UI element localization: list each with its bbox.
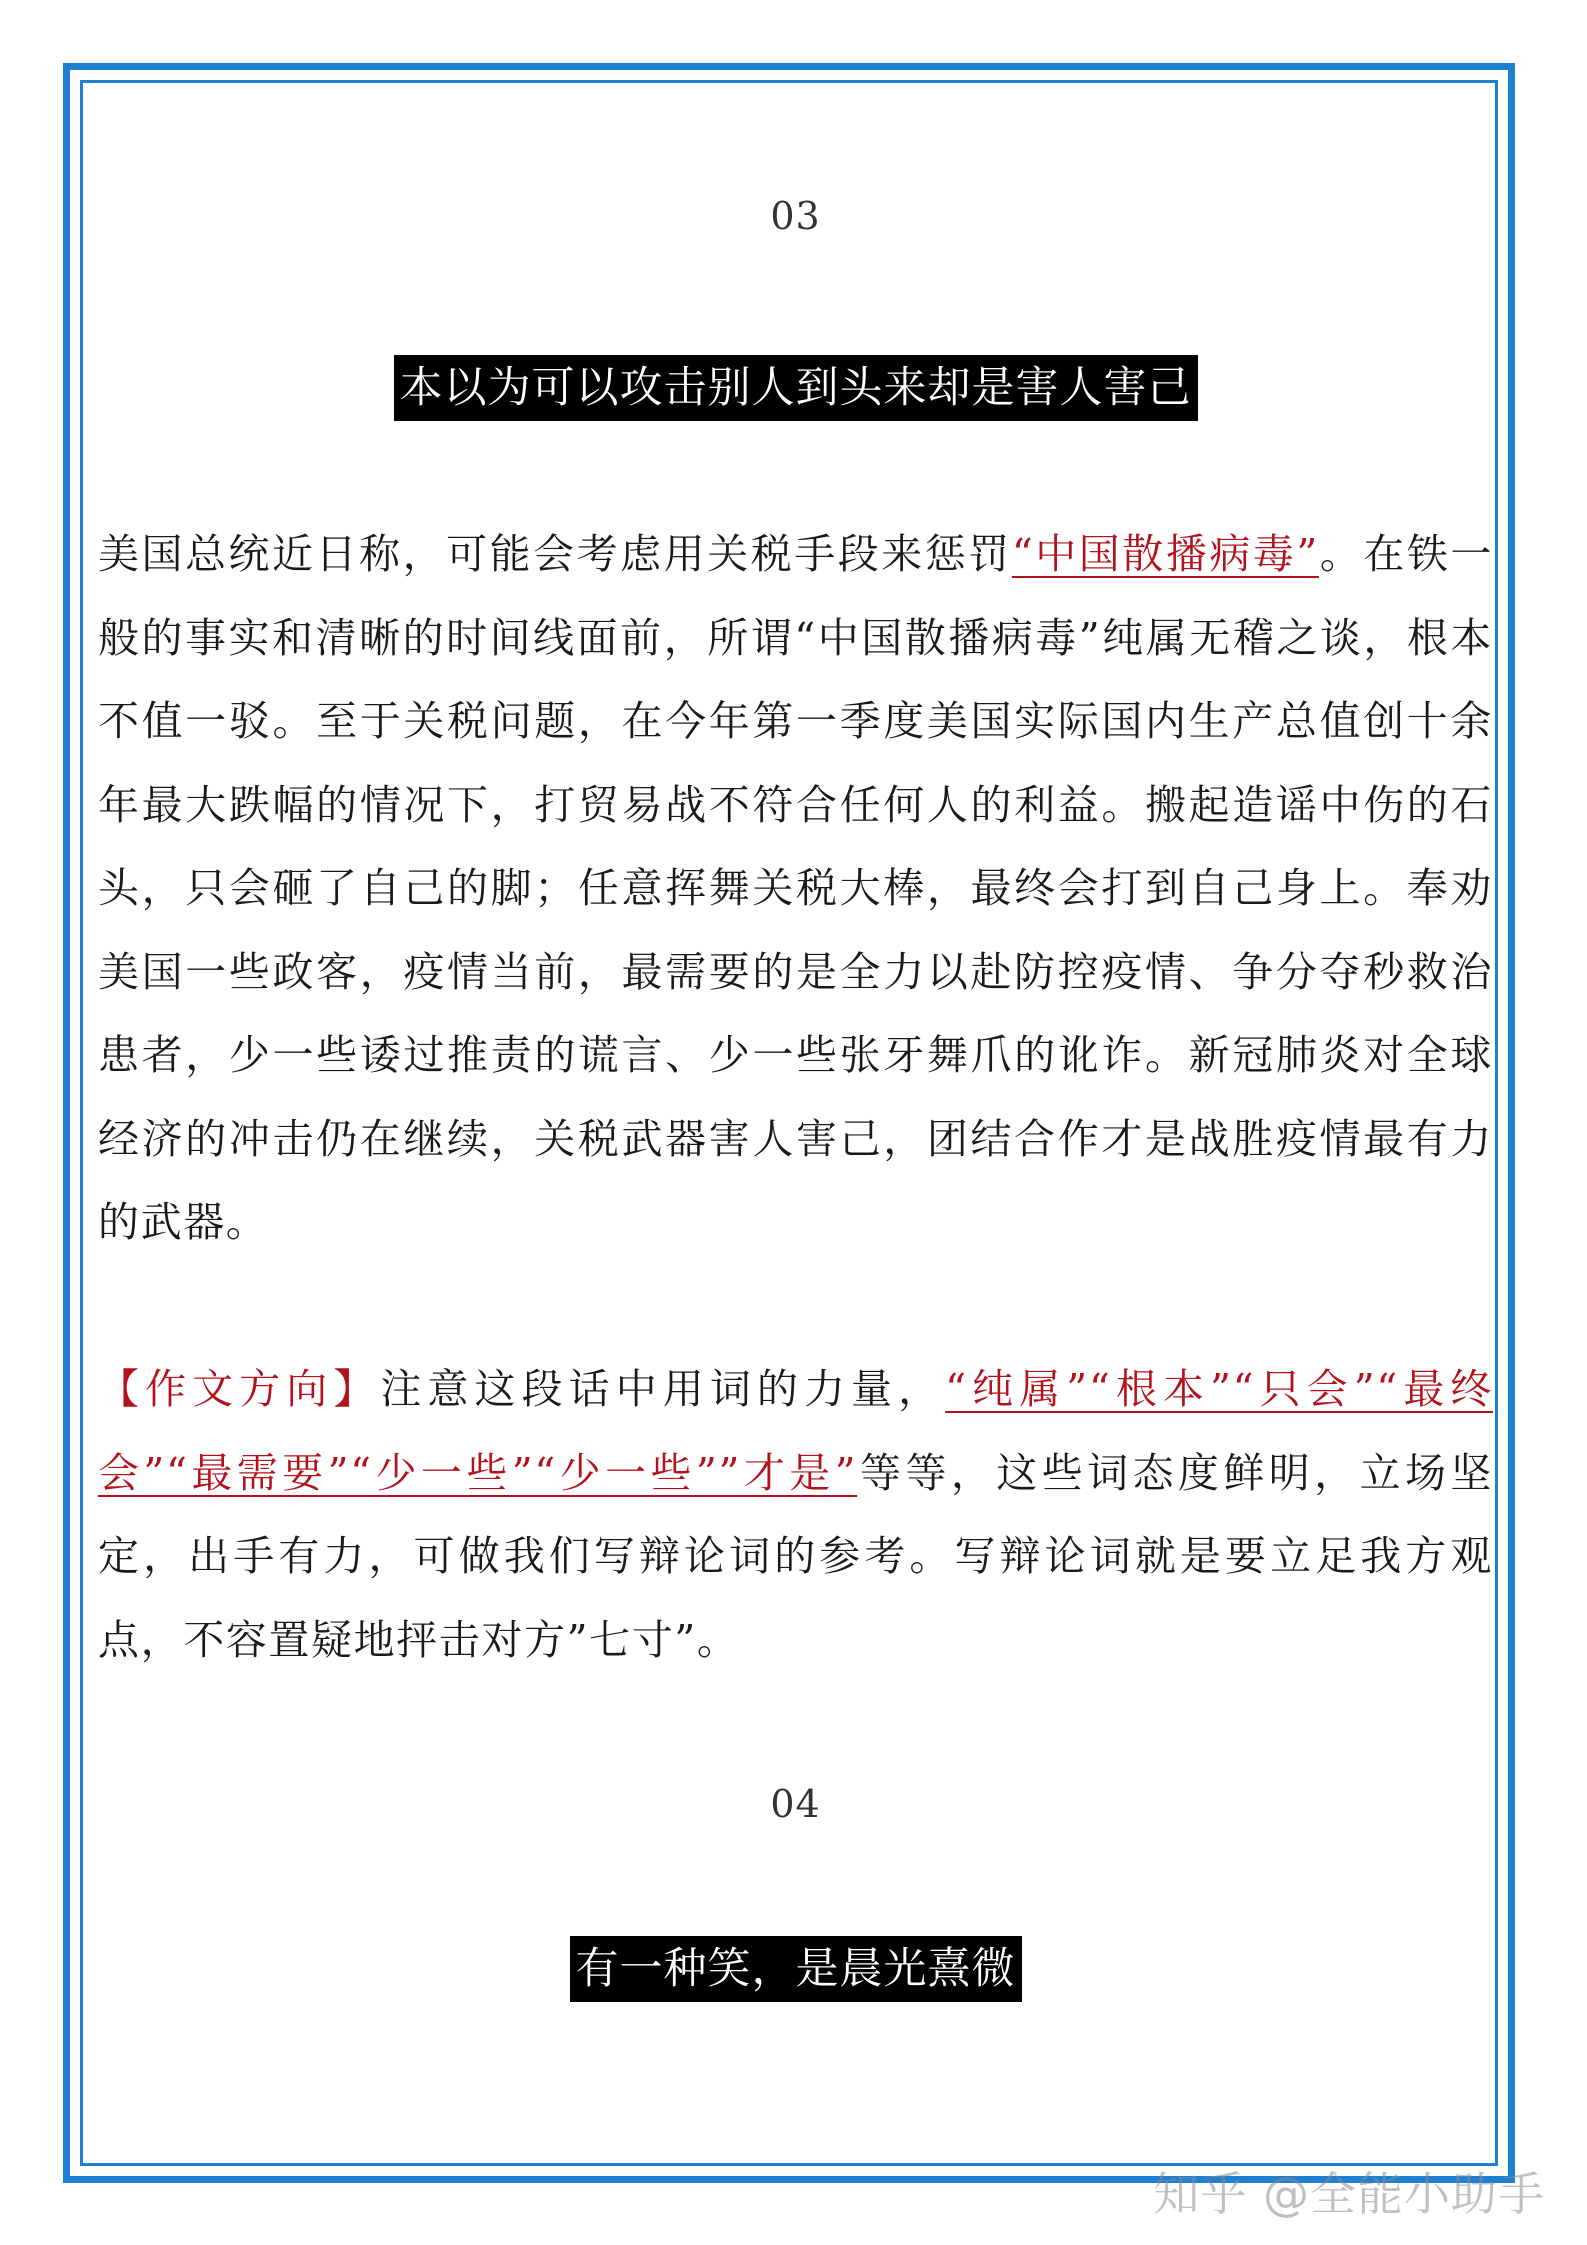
paragraph-text: 。在铁一般的事实和清晰的时间线面前，所谓“中国散播病毒”纯属无稽之谈，根本不值一驳。至于关税问题，在今年第一季度美国实际国内生产总值创十余年最大跌幅的情况下，打贸易战不符合任何人的利益。搬起造谣中伤的石头，只会砸了自己的脚；任意挥舞关税大棒，最终会打到自己身上。奉劝美国一些政客，疫情当前，最需要的是全力以赴防控疫情、争分夺秒救治患者，少一些诿过推责的谎言、少一些张牙舞爪的讹诈。新冠肺炎对全球经济的冲击仍在继续，关税武器害人害己，团结合作才是战胜疫情最有力的武器。 [98,530,1493,1246]
paragraph-text: 注意这段话中用词的力量， [380,1365,946,1413]
body-paragraph [98,513,1493,1265]
highlighted-keywords: “纯属”“根本”“只会”“最终会”“最需要”“少一些”“少一些””才是” [98,1365,1493,1497]
section-title-wrap [98,1936,1493,2002]
essay-direction-label: 【作文方向】 [98,1365,381,1413]
paragraph-text: 等等，这些词态度鲜明，立场坚定，出手有力，可做我们写辩论词的参考。写辩论词就是要立足我方观点，不容置疑地抨击对方”七寸”。 [98,1448,1493,1664]
essay-direction-paragraph [98,1348,1493,1682]
section-number: 03 [770,194,821,238]
section-title: 有一种笑，是晨光熹微 [570,1936,1022,2002]
paragraph-text: 美国总统近日称，可能会考虑用关税手段来惩罚 [98,530,1012,578]
section-title-wrap [98,355,1493,421]
section-number: 04 [770,1782,821,1826]
section-title: 本以为可以攻击别人到头来却是害人害己 [394,355,1198,421]
highlighted-quote: “中国散播病毒” [1011,530,1319,578]
watermark: 知乎 @全能小助手 [1153,2167,1545,2221]
